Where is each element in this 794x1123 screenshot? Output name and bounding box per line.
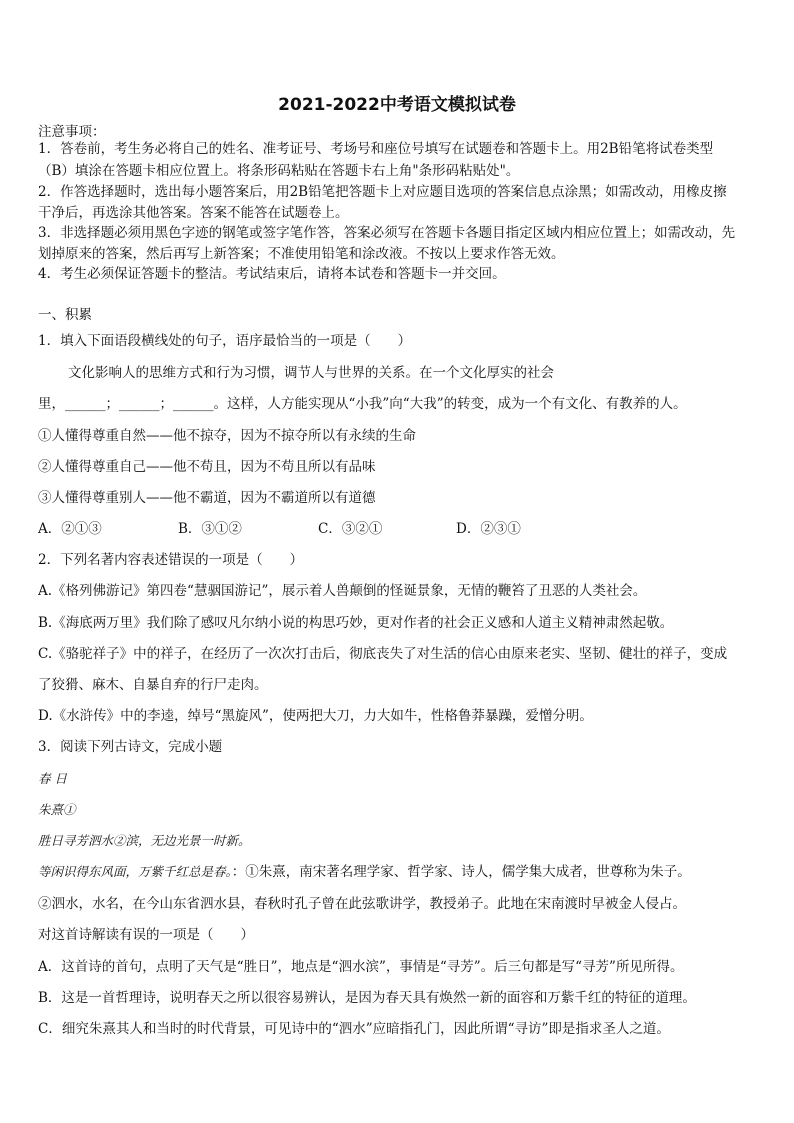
notice-line: 1．答卷前，考生务必将自己的姓名、准考证号、考场号和座位号填写在试题卷和答题卡上。用2B铅笔将试卷类型 (38, 141, 714, 157)
poem-line: 胜日寻芳泗水②滨，无边光景一时新。 (38, 833, 251, 848)
q1-option-a: A．②①③ (38, 521, 102, 537)
poem-author: 朱熹① (38, 802, 76, 817)
q2-stem: 2．下列名著内容表述错误的一项是（ ） (38, 552, 304, 568)
q3-option-b: B．这是一首哲理诗，说明春天之所以很容易辨认，是因为春天具有焕然一新的面容和万紫千红的特征的道理。 (38, 990, 696, 1006)
poem-notes (38, 863, 764, 881)
q1-sentence-3: ③人懂得尊重别人——他不霸道，因为不霸道所以有道德 (38, 490, 376, 506)
q1-passage: 文化影响人的思维方式和行为习惯，调节人与世界的关系。在一个文化厚实的社会 (68, 365, 554, 381)
q1-option-d: D．②③① (456, 521, 521, 537)
q1-option-c: C．③②① (318, 521, 383, 537)
notice-line: 干净后，再选涂其他答案。答案不能答在试题卷上。 (38, 205, 349, 221)
notice-line: 3．非选择题必须用黑色字迹的钢笔或签字笔作答，答案必须写在答题卡各题目指定区域内相应位置上；如需改动，先 (38, 225, 736, 241)
q1-option-b: B．③①② (178, 521, 242, 537)
page-title: 2021-2022中考语文模拟试卷 (278, 95, 516, 115)
q1-stem: 1．填入下面语段横线处的句子，语序最恰当的一项是（ ） (38, 333, 412, 349)
q2-option-d: D.《水浒传》中的李逵，绰号“黑旋风”，使两把大刀，力大如牛，性格鲁莽暴躁，爱憎分明。 (38, 708, 593, 724)
poem-note-2: ②泗水，水名，在今山东省泗水县，春秋时孔子曾在此弦歌讲学，教授弟子。此地在宋南渡时早被金人侵占。 (38, 896, 686, 912)
q3-option-a: A．这首诗的首句，点明了天气是“胜日”，地点是“泗水滨”，事情是“寻芳”。后三句都是写“寻芳”所见所得。 (38, 959, 684, 975)
q1-sentence-2: ②人懂得尊重自己——他不苟且，因为不苟且所以有品味 (38, 459, 376, 475)
q3-sub-stem: 对这首诗解读有误的一项是（ ） (38, 927, 254, 943)
q2-option-c-cont: 了狡猾、麻木、自暴自弃的行尸走肉。 (38, 677, 268, 693)
notice-line: 划掉原来的答案，然后再写上新答案；不准使用铅笔和涂改液。不按以上要求作答无效。 (38, 246, 565, 262)
notice-line: 2．作答选择题时，选出每小题答案后，用2B铅笔把答题卡上对应题目选项的答案信息点涂黑；如需改动，用橡皮擦 (38, 184, 727, 200)
q2-option-b: B.《海底两万里》我们除了感叹凡尔纳小说的构思巧妙，更对作者的社会正义感和人道主义精神肃然起敬。 (38, 615, 674, 631)
notice-line: 4．考生必须保证答题卡的整洁。考试结束后，请将本试卷和答题卡一并交回。 (38, 266, 506, 282)
poem-note-1: ：①朱熹，南宋著名理学家、哲学家、诗人，儒学集大成者，世尊称为朱子。 (231, 864, 691, 880)
section-heading: 一、积累 (38, 307, 92, 323)
q3-option-c: C．细究朱熹其人和当时的时代背景，可见诗中的“泗水”应暗指孔门，因此所谓“寻访”即是指求圣人之道。 (38, 1021, 670, 1037)
q1-options (38, 520, 764, 538)
q3-stem: 3．阅读下列古诗文，完成小题 (38, 739, 223, 755)
q2-option-c: C.《骆驼祥子》中的祥子，在经历了一次次打击后，彻底丧失了对生活的信心由原来老实、坚韧、健壮的祥子，变成 (38, 646, 728, 662)
q1-passage: 里，______；______；______。这样，人方能实现从“小我”向“大我”的转变，成为一个有文化、有教养的人。 (38, 396, 687, 412)
q2-option-a: A.《格列佛游记》第四卷“慧骃国游记”，展示着人兽颠倒的怪诞景象，无情的鞭笞了丑恶的人类社会。 (38, 583, 647, 599)
q1-sentence-1: ①人懂得尊重自然——他不掠夺，因为不掠夺所以有永续的生命 (38, 428, 416, 444)
poem-title: 春 日 (38, 771, 67, 786)
poem-line: 等闲识得东风面，万紫千红总是春。 (38, 864, 232, 879)
notice-line: （B）填涂在答题卡相应位置上。将条形码粘贴在答题卡右上角"条形码粘贴处"。 (38, 163, 520, 179)
notice-heading: 注意事项： (38, 124, 106, 140)
